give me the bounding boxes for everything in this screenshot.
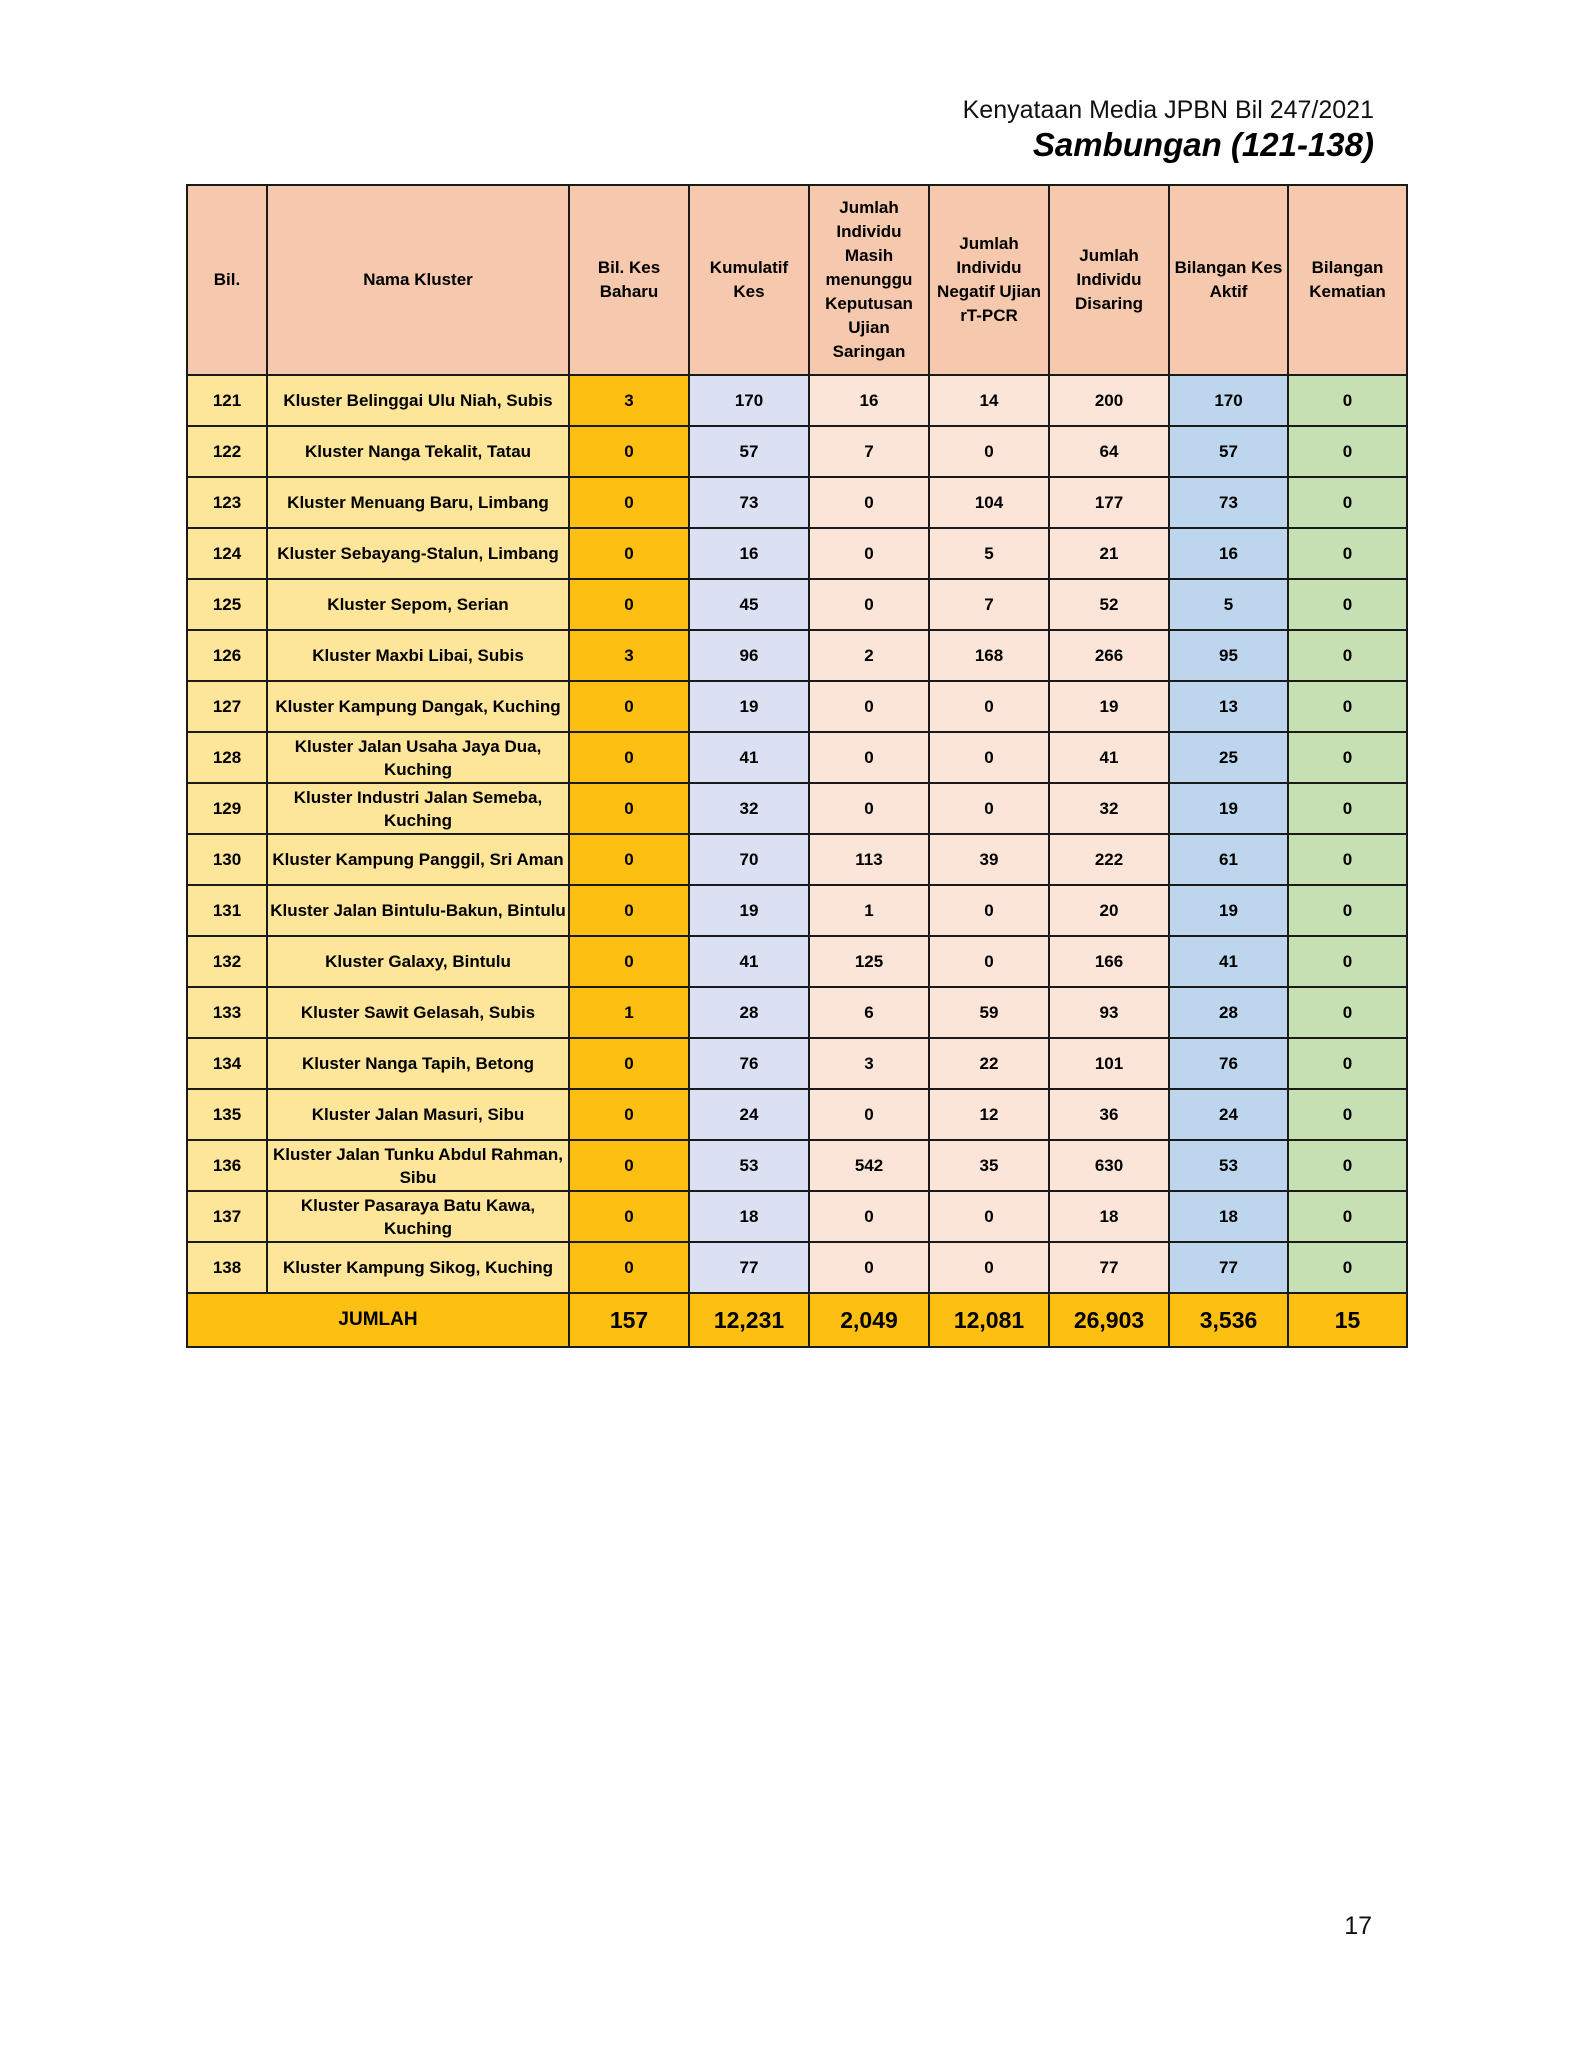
cell-kes-aktif: 170 [1169,375,1288,426]
cell-disaring: 222 [1049,834,1169,885]
statement-title: Kenyataan Media JPBN Bil 247/2021 [962,96,1374,124]
cell-nama-kluster: Kluster Jalan Tunku Abdul Rahman, Sibu [267,1140,569,1191]
total-kematian: 15 [1288,1293,1407,1347]
table-row [187,375,1407,426]
cell-kes-aktif: 24 [1169,1089,1288,1140]
cell-kes-baharu: 0 [569,1038,689,1089]
cell-bil: 136 [187,1140,267,1191]
cell-bil: 125 [187,579,267,630]
cell-disaring: 64 [1049,426,1169,477]
cell-kes-aktif: 13 [1169,681,1288,732]
cell-menunggu-keputusan: 0 [809,1089,929,1140]
cell-kes-aktif: 16 [1169,528,1288,579]
cell-kumulatif-kes: 70 [689,834,809,885]
cell-kumulatif-kes: 28 [689,987,809,1038]
cell-bil: 122 [187,426,267,477]
total-row [187,1293,1407,1347]
cell-nama-kluster: Kluster Sebayang-Stalun, Limbang [267,528,569,579]
cell-kes-aktif: 76 [1169,1038,1288,1089]
cell-kes-aktif: 61 [1169,834,1288,885]
cell-kematian: 0 [1288,1089,1407,1140]
cell-nama-kluster: Kluster Industri Jalan Semeba, Kuching [267,783,569,834]
cell-kematian: 0 [1288,630,1407,681]
cell-bil: 131 [187,885,267,936]
page-number: 17 [1344,1912,1372,1940]
cell-kematian: 0 [1288,1038,1407,1089]
cell-menunggu-keputusan: 0 [809,732,929,783]
column-header-kematian: Bilangan Kematian [1288,185,1407,375]
cell-kes-baharu: 0 [569,681,689,732]
cell-bil: 132 [187,936,267,987]
cell-menunggu-keputusan: 2 [809,630,929,681]
cell-disaring: 18 [1049,1191,1169,1242]
cell-kes-aktif: 19 [1169,885,1288,936]
cell-menunggu-keputusan: 0 [809,1191,929,1242]
cell-nama-kluster: Kluster Menuang Baru, Limbang [267,477,569,528]
cell-kematian: 0 [1288,783,1407,834]
table-row [187,1038,1407,1089]
cell-kematian: 0 [1288,987,1407,1038]
cell-menunggu-keputusan: 0 [809,783,929,834]
cell-nama-kluster: Kluster Kampung Panggil, Sri Aman [267,834,569,885]
cell-disaring: 21 [1049,528,1169,579]
cell-nama-kluster: Kluster Sepom, Serian [267,579,569,630]
cell-bil: 128 [187,732,267,783]
cell-kumulatif-kes: 53 [689,1140,809,1191]
column-header-nama-kluster: Nama Kluster [267,185,569,375]
cell-disaring: 20 [1049,885,1169,936]
column-header-disaring: Jumlah Individu Disaring [1049,185,1169,375]
table-row [187,1089,1407,1140]
cell-menunggu-keputusan: 7 [809,426,929,477]
cluster-table [186,184,1408,1348]
cell-negatif-rtpcr: 12 [929,1089,1049,1140]
cell-kes-baharu: 0 [569,528,689,579]
table-row [187,1191,1407,1242]
cell-menunggu-keputusan: 125 [809,936,929,987]
cell-kes-baharu: 0 [569,885,689,936]
cell-kumulatif-kes: 41 [689,732,809,783]
cell-disaring: 166 [1049,936,1169,987]
cell-negatif-rtpcr: 0 [929,426,1049,477]
cell-menunggu-keputusan: 113 [809,834,929,885]
cell-bil: 130 [187,834,267,885]
cell-menunggu-keputusan: 0 [809,681,929,732]
cell-bil: 135 [187,1089,267,1140]
total-kes-baharu: 157 [569,1293,689,1347]
table-row [187,885,1407,936]
cell-bil: 127 [187,681,267,732]
column-header-bil: Bil. [187,185,267,375]
cell-kes-baharu: 0 [569,477,689,528]
cell-negatif-rtpcr: 0 [929,1191,1049,1242]
cell-kumulatif-kes: 170 [689,375,809,426]
cell-kes-baharu: 0 [569,936,689,987]
table-body [187,375,1407,1293]
cell-kumulatif-kes: 73 [689,477,809,528]
table-row [187,936,1407,987]
table-row [187,681,1407,732]
cell-disaring: 630 [1049,1140,1169,1191]
cell-negatif-rtpcr: 59 [929,987,1049,1038]
cell-menunggu-keputusan: 0 [809,477,929,528]
cell-kes-baharu: 3 [569,630,689,681]
cell-kes-aktif: 18 [1169,1191,1288,1242]
table-row [187,1140,1407,1191]
cell-kumulatif-kes: 57 [689,426,809,477]
table-row [187,426,1407,477]
cell-nama-kluster: Kluster Nanga Tekalit, Tatau [267,426,569,477]
cell-disaring: 200 [1049,375,1169,426]
cell-negatif-rtpcr: 39 [929,834,1049,885]
cell-menunggu-keputusan: 0 [809,1242,929,1293]
cell-kematian: 0 [1288,528,1407,579]
table-row [187,528,1407,579]
cell-nama-kluster: Kluster Kampung Sikog, Kuching [267,1242,569,1293]
cell-bil: 129 [187,783,267,834]
cell-menunggu-keputusan: 16 [809,375,929,426]
cell-disaring: 36 [1049,1089,1169,1140]
cell-kematian: 0 [1288,426,1407,477]
cell-kes-baharu: 0 [569,1191,689,1242]
cell-negatif-rtpcr: 104 [929,477,1049,528]
cell-kes-aktif: 77 [1169,1242,1288,1293]
cell-disaring: 266 [1049,630,1169,681]
cell-kes-baharu: 0 [569,732,689,783]
cell-kes-aktif: 57 [1169,426,1288,477]
cell-negatif-rtpcr: 5 [929,528,1049,579]
cell-negatif-rtpcr: 14 [929,375,1049,426]
cell-nama-kluster: Kluster Jalan Usaha Jaya Dua, Kuching [267,732,569,783]
continuation-subtitle: Sambungan (121-138) [1032,126,1374,163]
total-kumulatif-kes: 12,231 [689,1293,809,1347]
cell-nama-kluster: Kluster Nanga Tapih, Betong [267,1038,569,1089]
cell-disaring: 77 [1049,1242,1169,1293]
total-label: JUMLAH [187,1293,569,1347]
total-kes-aktif: 3,536 [1169,1293,1288,1347]
cell-disaring: 177 [1049,477,1169,528]
cell-negatif-rtpcr: 7 [929,579,1049,630]
total-negatif-rtpcr: 12,081 [929,1293,1049,1347]
cell-negatif-rtpcr: 0 [929,885,1049,936]
cell-disaring: 19 [1049,681,1169,732]
cell-nama-kluster: Kluster Sawit Gelasah, Subis [267,987,569,1038]
table-row [187,1242,1407,1293]
column-header-kes-baharu: Bil. Kes Baharu [569,185,689,375]
cell-kematian: 0 [1288,885,1407,936]
cell-menunggu-keputusan: 0 [809,579,929,630]
cell-disaring: 41 [1049,732,1169,783]
cell-negatif-rtpcr: 22 [929,1038,1049,1089]
cell-kes-baharu: 3 [569,375,689,426]
cell-kematian: 0 [1288,681,1407,732]
cell-kes-baharu: 0 [569,1140,689,1191]
cell-kumulatif-kes: 76 [689,1038,809,1089]
cell-negatif-rtpcr: 0 [929,1242,1049,1293]
cell-kes-baharu: 0 [569,579,689,630]
cell-nama-kluster: Kluster Kampung Dangak, Kuching [267,681,569,732]
cell-kumulatif-kes: 24 [689,1089,809,1140]
table-row [187,834,1407,885]
cell-nama-kluster: Kluster Jalan Masuri, Sibu [267,1089,569,1140]
cell-kes-aktif: 28 [1169,987,1288,1038]
table-row [187,783,1407,834]
cell-kematian: 0 [1288,477,1407,528]
table-row [187,630,1407,681]
cell-kumulatif-kes: 77 [689,1242,809,1293]
table-row [187,579,1407,630]
cell-negatif-rtpcr: 0 [929,732,1049,783]
cell-kumulatif-kes: 45 [689,579,809,630]
cell-kematian: 0 [1288,579,1407,630]
cell-nama-kluster: Kluster Galaxy, Bintulu [267,936,569,987]
cell-kes-aktif: 5 [1169,579,1288,630]
cell-disaring: 101 [1049,1038,1169,1089]
cell-disaring: 52 [1049,579,1169,630]
cell-menunggu-keputusan: 6 [809,987,929,1038]
total-menunggu-keputusan: 2,049 [809,1293,929,1347]
cell-kematian: 0 [1288,1191,1407,1242]
cell-negatif-rtpcr: 35 [929,1140,1049,1191]
cell-kematian: 0 [1288,834,1407,885]
cell-kumulatif-kes: 41 [689,936,809,987]
cell-kes-baharu: 0 [569,834,689,885]
cell-kes-baharu: 0 [569,783,689,834]
cell-kes-baharu: 1 [569,987,689,1038]
cell-kematian: 0 [1288,936,1407,987]
cell-kes-aktif: 53 [1169,1140,1288,1191]
cell-bil: 133 [187,987,267,1038]
cell-bil: 123 [187,477,267,528]
cell-disaring: 93 [1049,987,1169,1038]
table-row [187,987,1407,1038]
cell-kes-baharu: 0 [569,1242,689,1293]
table-row [187,477,1407,528]
cell-kes-baharu: 0 [569,426,689,477]
cell-kumulatif-kes: 96 [689,630,809,681]
total-disaring: 26,903 [1049,1293,1169,1347]
column-header-kes-aktif: Bilangan Kes Aktif [1169,185,1288,375]
cell-menunggu-keputusan: 542 [809,1140,929,1191]
cell-negatif-rtpcr: 0 [929,936,1049,987]
cell-bil: 134 [187,1038,267,1089]
cell-bil: 121 [187,375,267,426]
cell-kes-aktif: 73 [1169,477,1288,528]
cell-negatif-rtpcr: 168 [929,630,1049,681]
cell-kematian: 0 [1288,1242,1407,1293]
table-row [187,732,1407,783]
column-header-menunggu-keputusan: Jumlah Individu Masih menunggu Keputusan Ujian Saringan [809,185,929,375]
cell-kes-aktif: 41 [1169,936,1288,987]
cell-kematian: 0 [1288,732,1407,783]
cell-bil: 138 [187,1242,267,1293]
cell-kes-aktif: 25 [1169,732,1288,783]
cell-kes-aktif: 19 [1169,783,1288,834]
cell-nama-kluster: Kluster Maxbi Libai, Subis [267,630,569,681]
cell-kes-aktif: 95 [1169,630,1288,681]
cell-nama-kluster: Kluster Pasaraya Batu Kawa, Kuching [267,1191,569,1242]
cell-kumulatif-kes: 19 [689,681,809,732]
cell-kumulatif-kes: 32 [689,783,809,834]
cell-menunggu-keputusan: 0 [809,528,929,579]
cell-kumulatif-kes: 19 [689,885,809,936]
cell-menunggu-keputusan: 1 [809,885,929,936]
cell-kematian: 0 [1288,375,1407,426]
cell-negatif-rtpcr: 0 [929,783,1049,834]
cell-negatif-rtpcr: 0 [929,681,1049,732]
cell-nama-kluster: Kluster Jalan Bintulu-Bakun, Bintulu [267,885,569,936]
cell-kumulatif-kes: 18 [689,1191,809,1242]
cell-kematian: 0 [1288,1140,1407,1191]
cell-bil: 126 [187,630,267,681]
column-header-negatif-rtpcr: Jumlah Individu Negatif Ujian rT-PCR [929,185,1049,375]
cell-kes-baharu: 0 [569,1089,689,1140]
table-header-row [187,185,1407,375]
cell-bil: 124 [187,528,267,579]
cell-menunggu-keputusan: 3 [809,1038,929,1089]
cell-nama-kluster: Kluster Belinggai Ulu Niah, Subis [267,375,569,426]
cell-kumulatif-kes: 16 [689,528,809,579]
cell-bil: 137 [187,1191,267,1242]
cell-disaring: 32 [1049,783,1169,834]
column-header-kumulatif-kes: Kumulatif Kes [689,185,809,375]
